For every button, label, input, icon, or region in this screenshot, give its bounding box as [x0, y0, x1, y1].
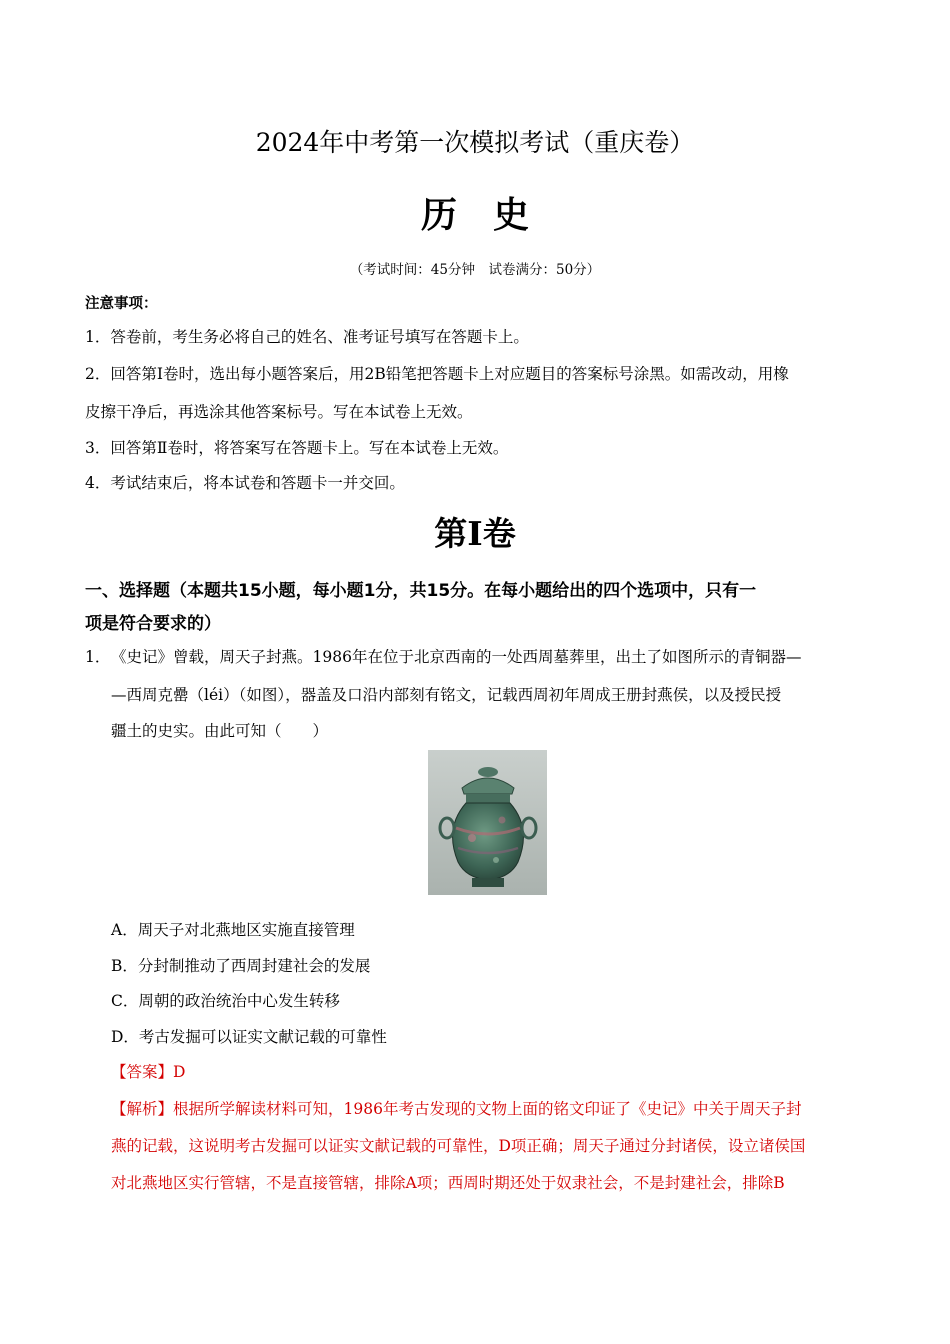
question-stem-line: —西周克罍（léi）（如图），器盖及口沿内部刻有铭文，记载西周初年周成王册封燕侯，以及授民授	[111, 686, 782, 704]
question-stem-line: 疆土的史实。由此可知（ ）	[111, 722, 329, 740]
notice-item: 2．回答第Ⅰ卷时，选出每小题答案后，用2B铅笔把答题卡上对应题目的答案标号涂黑。如需改动，用橡	[85, 365, 789, 383]
subject-title: 历史	[420, 194, 565, 236]
analysis-label: 【解析】	[111, 1100, 174, 1118]
answer-line	[111, 1060, 185, 1082]
analysis-line: 燕的记载，这说明考古发掘可以证实文献记载的可靠性，D项正确；周天子通过分封诸侯，设立诸侯国	[111, 1137, 806, 1155]
option-a: A．周天子对北燕地区实施直接管理	[111, 921, 355, 939]
notice-item: 3．回答第Ⅱ卷时，将答案写在答题卡上。写在本试卷上无效。	[85, 439, 509, 457]
notice-title: 注意事项：	[85, 296, 158, 312]
option-d: D．考古发掘可以证实文献记载的可靠性	[111, 1028, 387, 1046]
option-b: B．分封制推动了西周封建社会的发展	[111, 957, 371, 975]
section-heading: 项是符合要求的）	[85, 614, 221, 634]
notice-item: 皮擦干净后，再选涂其他答案标号。写在本试卷上无效。	[85, 403, 473, 421]
exam-title: 2024年中考第一次模拟考试（重庆卷）	[255, 128, 695, 157]
analysis-line: 对北燕地区实行管辖，不是直接管辖，排除A项；西周时期还处于奴隶社会，不是封建社会，排除B	[111, 1174, 785, 1192]
answer-label: 【答案】	[111, 1063, 174, 1081]
bronze-lei-vessel-image	[428, 750, 547, 895]
option-c: C．周朝的政治统治中心发生转移	[111, 992, 340, 1010]
notice-item: 4．考试结束后，将本试卷和答题卡一并交回。	[85, 474, 405, 492]
question-stem-line: 《史记》曾载，周天子封燕。1986年在位于北京西南的一处西周墓葬里，出土了如图所示的青铜器—	[111, 648, 802, 666]
answer-value: D	[173, 1063, 186, 1081]
exam-info: （考试时间：45分钟 试卷满分：50分）	[349, 262, 601, 278]
question-number: 1．	[85, 648, 111, 666]
analysis-line	[111, 1097, 801, 1119]
volume-title: 第Ⅰ卷	[434, 514, 516, 553]
section-heading: 一、选择题（本题共15小题，每小题1分，共15分。在每小题给出的四个选项中，只有一	[85, 581, 757, 601]
notice-item: 1．答卷前，考生务必将自己的姓名、准考证号填写在答题卡上。	[85, 328, 529, 346]
analysis-text: 根据所学解读材料可知，1986年考古发现的文物上面的铭文印证了《史记》中关于周天子封	[173, 1100, 802, 1118]
